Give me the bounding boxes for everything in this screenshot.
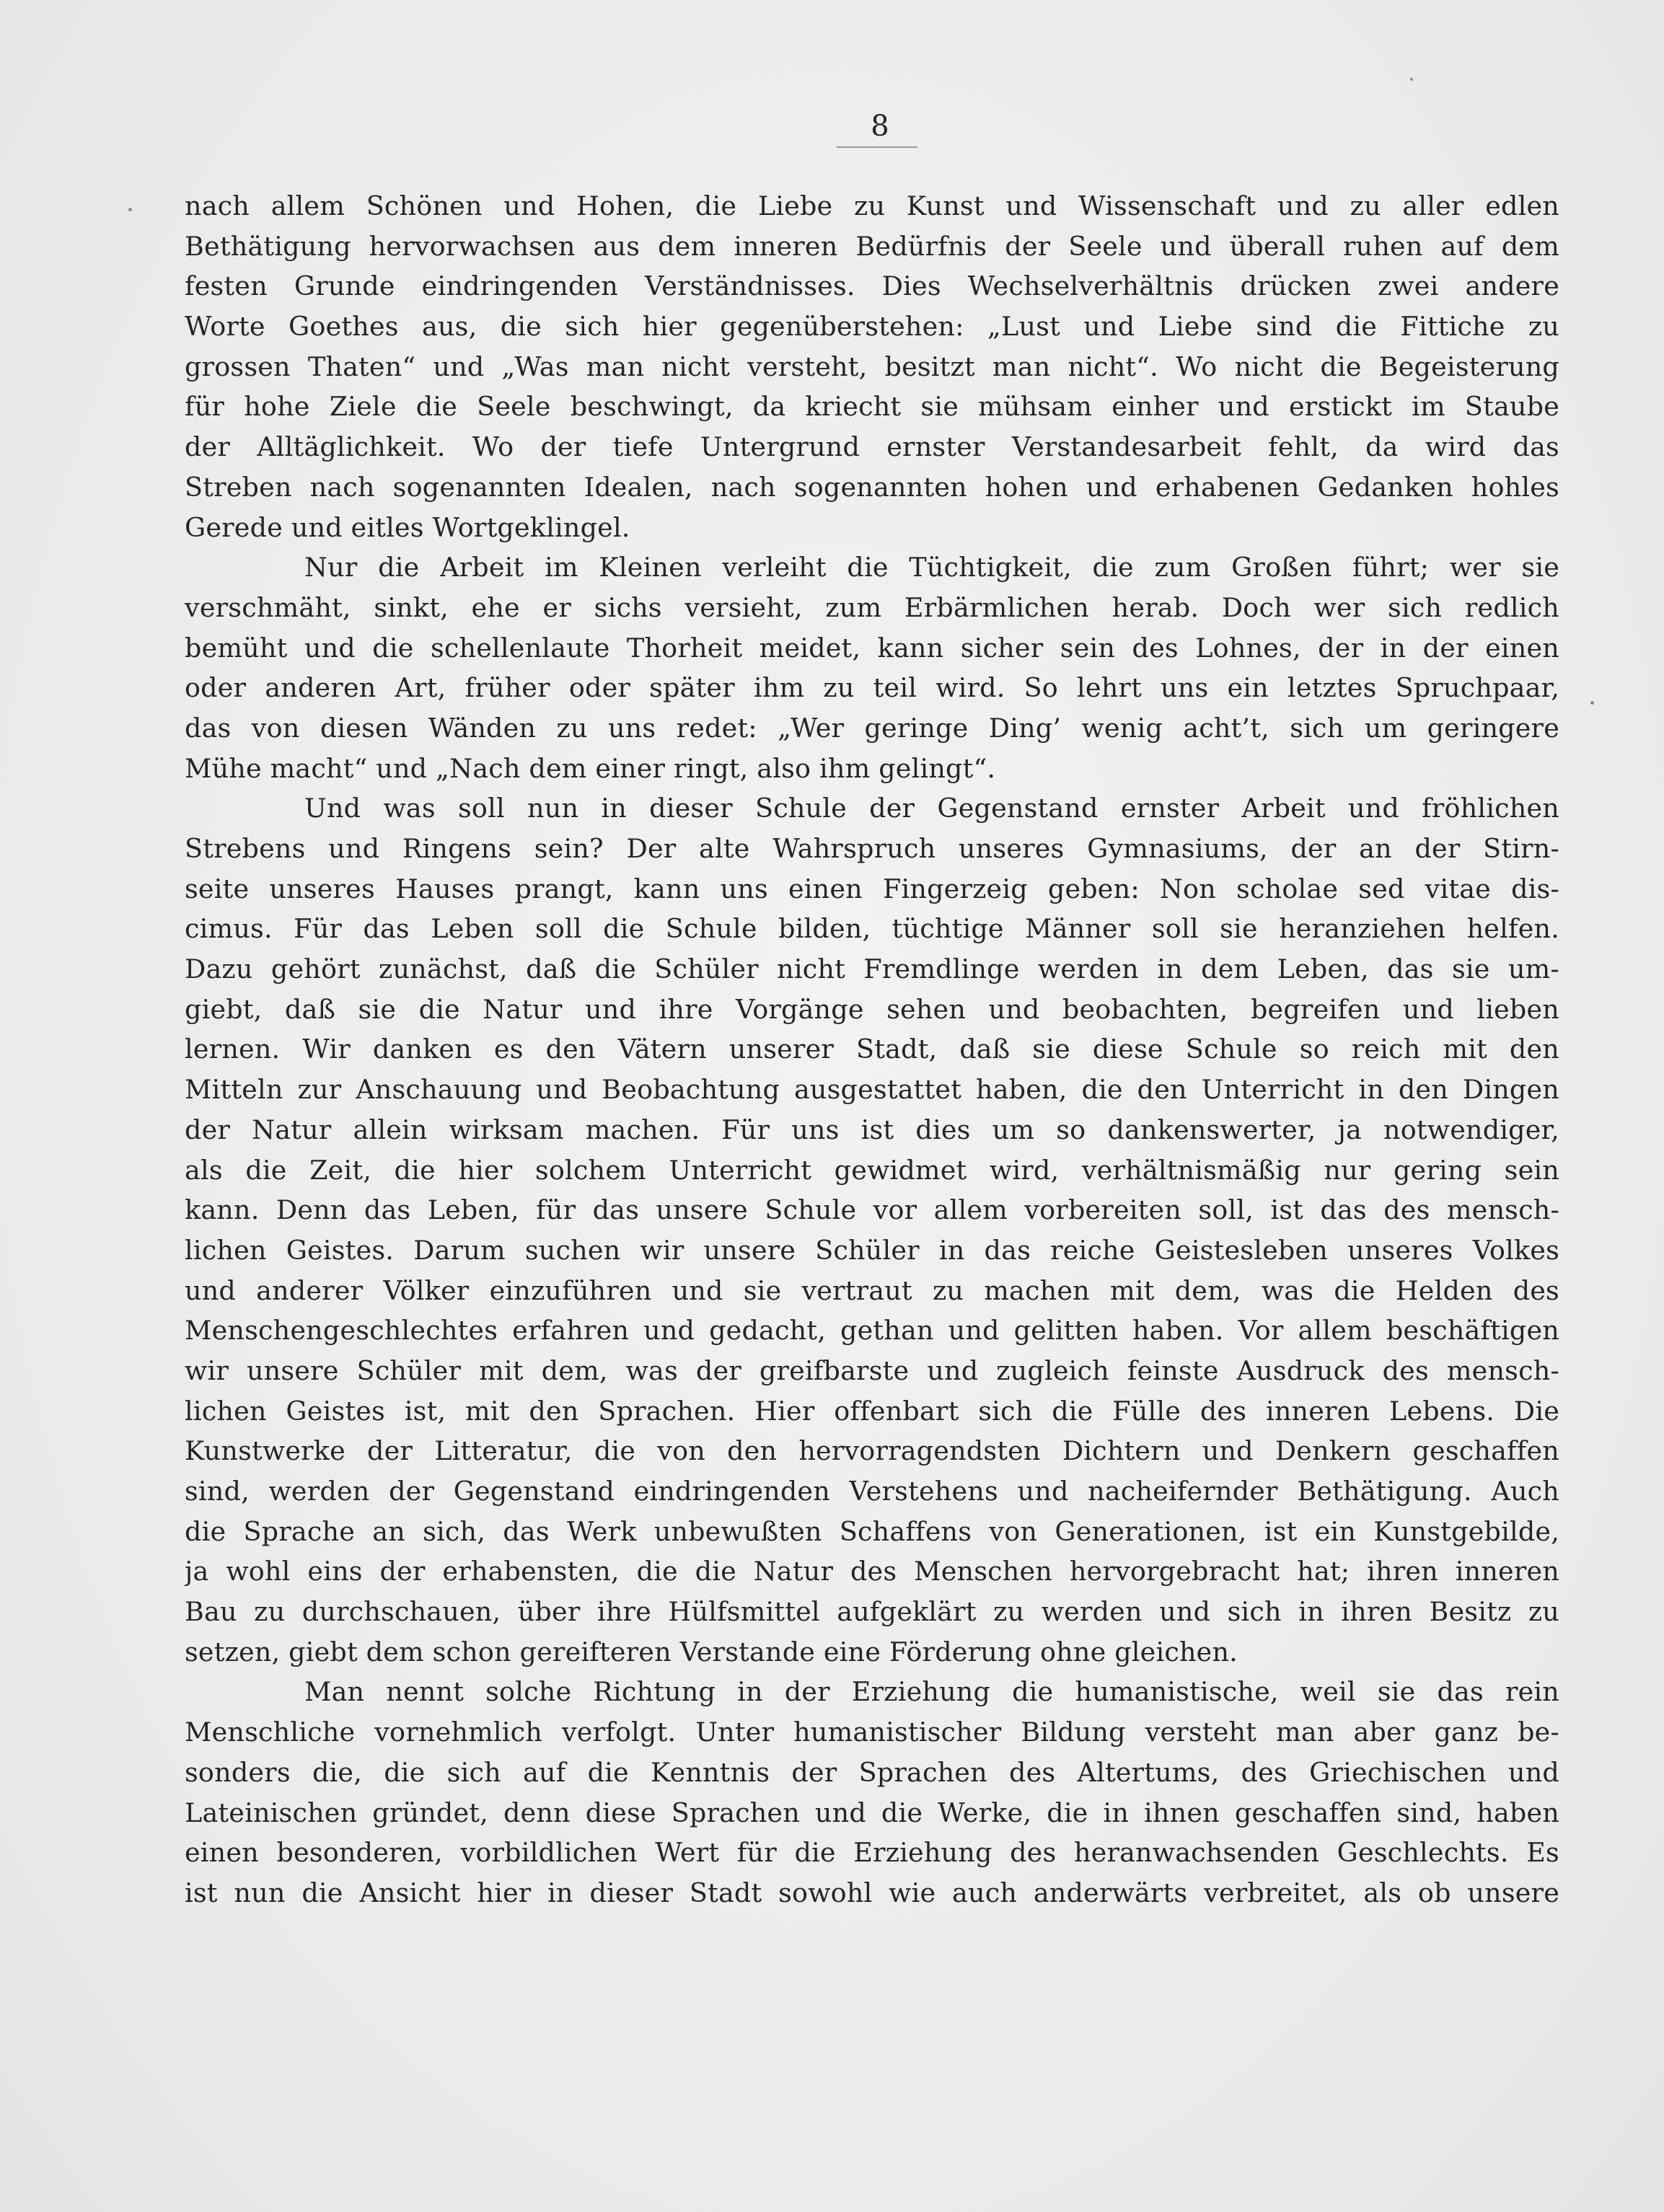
text-line: cimus. Für das Leben soll die Schule bilden, tüchtige Männer soll sie heranziehen helfen. (185, 913, 1559, 945)
text-line: festen Grunde eindringenden Verständnisses. Dies Wechselverhältnis drücken zwei andere (185, 270, 1559, 302)
text-line: ist nun die Ansicht hier in dieser Stadt sowohl wie auch anderwärts verbreitet, als ob unsere (185, 1877, 1559, 1908)
paper-speck (1410, 78, 1413, 81)
text-line: verschmäht, sinkt, ehe er sichs versieht, zum Erbärmlichen herab. Doch wer sich redlich (185, 591, 1559, 623)
text-line: giebt, daß sie die Natur und ihre Vorgänge sehen und beobachten, begreifen und lieben (185, 993, 1559, 1025)
text-line: wir unsere Schüler mit dem, was der greifbarste und zugleich feinste Ausdruck des mensch- (185, 1354, 1559, 1386)
text-line: oder anderen Art, früher oder später ihm zu teil wird. So lehrt uns ein letztes Spruchpaar, (185, 672, 1559, 704)
text-line: Nur die Arbeit im Kleinen verleiht die Tüchtigkeit, die zum Großen führt; wer sie (304, 552, 1559, 583)
text-line: grossen Thaten“ und „Was man nicht versteht, besitzt man nicht“. Wo nicht die Begeisterung (185, 351, 1559, 382)
page-number-rule (837, 146, 917, 148)
text-line: ja wohl eins der erhabensten, die die Natur des Menschen hervorgebracht hat; ihren inneren (185, 1556, 1559, 1587)
text-line: für hohe Ziele die Seele beschwingt, da kriecht sie mühsam einher und erstickt im Staube (185, 391, 1559, 423)
text-line: Dazu gehört zunächst, daß die Schüler nicht Fremdlinge werden in dem Leben, das sie um- (185, 953, 1559, 985)
page-number: 8 (871, 110, 889, 143)
text-line: lichen Geistes ist, mit den Sprachen. Hier offenbart sich die Fülle des inneren Lebens. Die (185, 1395, 1559, 1427)
text-line: der Alltäglichkeit. Wo der tiefe Untergrund ernster Verstandesarbeit fehlt, da wird das (185, 431, 1559, 463)
paper-speck (1590, 701, 1594, 705)
text-line: sind, werden der Gegenstand eindringenden Verstehens und nacheifernder Bethätigung. Auch (185, 1476, 1559, 1507)
text-line: Bau zu durchschauen, über ihre Hülfsmittel aufgeklärt zu werden und sich in ihren Besitz zu (185, 1596, 1559, 1628)
text-line: einen besonderen, vorbildlichen Wert für die Erziehung des heranwachsenden Geschlechts. Es (185, 1837, 1559, 1869)
text-line: die Sprache an sich, das Werk unbewußten Schaffens von Generationen, ist ein Kunstgebilde, (185, 1515, 1559, 1547)
text-line: Menschliche vornehmlich verfolgt. Unter humanistischer Bildung versteht man aber ganz be- (185, 1717, 1559, 1748)
text-line: das von diesen Wänden zu uns redet: „Wer geringe Ding’ wenig acht’t, sich um geringere (185, 712, 1559, 744)
paper-speck (128, 208, 132, 211)
text-line: lichen Geistes. Darum suchen wir unsere Schüler in das reiche Geistesleben unseres Volkes (185, 1234, 1559, 1266)
text-line: Mühe macht“ und „Nach dem einer ringt, also ihm gelingt“. (185, 752, 996, 784)
text-line: bemüht und die schellenlaute Thorheit meidet, kann sicher sein des Lohnes, der in der einen (185, 632, 1559, 664)
text-line: Man nennt solche Richtung in der Erziehung die humanistische, weil sie das rein (304, 1676, 1559, 1708)
text-line: als die Zeit, die hier solchem Unterricht gewidmet wird, verhältnismäßig nur gering sein (185, 1154, 1559, 1186)
text-line: Und was soll nun in dieser Schule der Gegenstand ernster Arbeit und fröhlichen (304, 793, 1559, 824)
text-line: lernen. Wir danken es den Vätern unserer Stadt, daß sie diese Schule so reich mit den (185, 1034, 1559, 1065)
text-line: Lateinischen gründet, denn diese Sprachen und die Werke, die in ihnen geschaffen sind, haben (185, 1797, 1559, 1828)
text-line: und anderer Völker einzuführen und sie vertraut zu machen mit dem, was die Helden des (185, 1274, 1559, 1306)
text-line: seite unseres Hauses prangt, kann uns einen Fingerzeig geben: Non scholae sed vitae dis- (185, 873, 1559, 904)
text-line: nach allem Schönen und Hohen, die Liebe zu Kunst und Wissenschaft und zu aller edlen (185, 190, 1559, 221)
text-line: setzen, giebt dem schon gereifteren Verstande eine Förderung ohne gleichen. (185, 1636, 1238, 1667)
body-text (185, 186, 1559, 1913)
text-line: Gerede und eitles Wortgeklingel. (185, 511, 630, 543)
text-line: Mitteln zur Anschauung und Beobachtung ausgestattet haben, die den Unterricht in den Dingen (185, 1074, 1559, 1106)
text-line: kann. Denn das Leben, für das unsere Schule vor allem vorbereiten soll, ist das des mensch- (185, 1194, 1559, 1226)
text-line: Menschengeschlechtes erfahren und gedacht, gethan und gelitten haben. Vor allem beschäftigen (185, 1315, 1559, 1347)
text-line: Streben nach sogenannten Idealen, nach sogenannten hohen und erhabenen Gedanken hohles (185, 471, 1559, 503)
text-line: Kunstwerke der Litteratur, die von den hervorragendsten Dichtern und Denkern geschaffen (185, 1435, 1559, 1467)
text-line: Worte Goethes aus, die sich hier gegenüberstehen: „Lust und Liebe sind die Fittiche zu (185, 311, 1559, 343)
text-line: sonders die, die sich auf die Kenntnis der Sprachen des Altertums, des Griechischen und (185, 1756, 1559, 1788)
text-line: der Natur allein wirksam machen. Für uns ist dies um so dankenswerter, ja notwendiger, (185, 1114, 1559, 1145)
text-line: Strebens und Ringens sein? Der alte Wahrspruch unseres Gymnasiums, der an der Stirn- (185, 833, 1559, 864)
text-line: Bethätigung hervorwachsen aus dem inneren Bedürfnis der Seele und überall ruhen auf dem (185, 230, 1559, 262)
